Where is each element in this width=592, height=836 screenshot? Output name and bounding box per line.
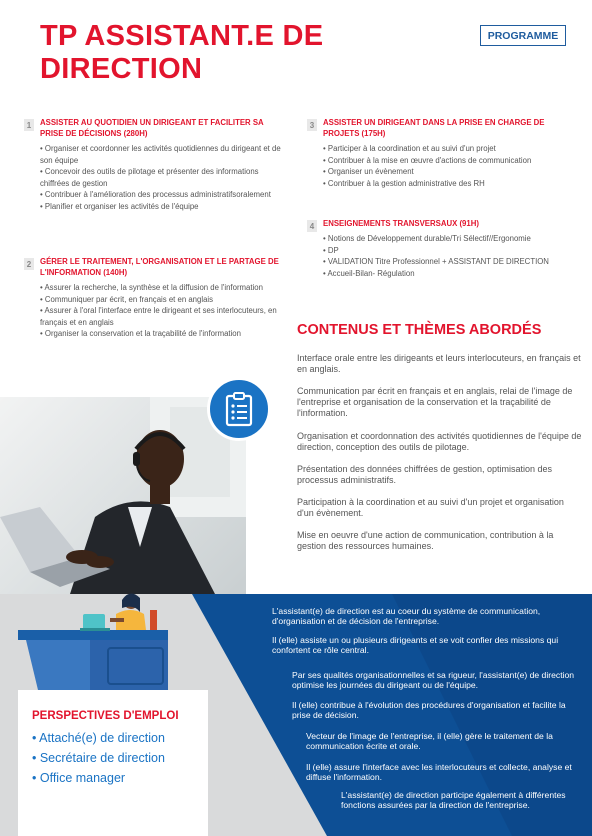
man-with-headset-illustration <box>0 397 246 594</box>
contenus-paragraph: Participation à la coordination et au suivi d'un projet et organisation d'un évènement. <box>297 497 564 518</box>
list-item: • Assurer à l'oral l'interface entre le dirigeant et ses interlocuteurs, en français et en anglais <box>40 306 277 327</box>
list-item: • Secrétaire de direction <box>32 751 165 765</box>
office-photo <box>0 397 246 594</box>
list-item: • Contribuer à la mise en œuvre d'actions de communication <box>323 155 532 165</box>
contenus-title: CONTENUS ET THÈMES ABORDÉS <box>297 322 542 338</box>
list-item: • Organiser et coordonner les activités quotidiennes du dirigeant et de son équipe <box>40 144 281 165</box>
page-title: TP ASSISTANT.E DE DIRECTION <box>40 20 324 85</box>
list-item: • Planifier et organiser les activités de l'équipe <box>40 201 199 211</box>
module-number: 2 <box>24 258 34 270</box>
programme-badge: PROGRAMME <box>480 25 566 46</box>
module-title: ASSISTER AU QUOTIDIEN UN DIRIGEANT ET FACILITER SA PRISE DE DÉCISIONS (280H) <box>40 118 264 138</box>
perspectives-title: PERSPECTIVES D'EMPLOI <box>32 710 179 722</box>
description-paragraph: Il (elle) assiste un ou plusieurs dirigeants et se voit confier des missions qui confortent ce rôle central. <box>272 635 559 656</box>
list-item: • Contribuer à la gestion administrative des RH <box>323 178 485 188</box>
desk-illustration <box>18 590 173 690</box>
module-items <box>40 143 282 213</box>
list-item: • Concevoir des outils de pilotage et présenter des informations chiffrées de gestion <box>40 167 259 188</box>
module-3 <box>307 117 582 189</box>
description-paragraph: L'assistant(e) de direction est au coeur du système de communication, d'organisation et de décision de l'entreprise. <box>272 606 541 627</box>
description-paragraph: Il (elle) contribue à l'évolution des procédures d'organisation et facilite la prise de décision. <box>292 700 566 721</box>
contenus-paragraph: Présentation des données chiffrées de gestion, optimisation des processus administratifs. <box>297 464 552 485</box>
module-2 <box>24 256 282 340</box>
module-title: ENSEIGNEMENTS TRANSVERSAUX (91H) <box>323 219 479 228</box>
list-item: • Attaché(e) de direction <box>32 731 165 745</box>
list-item: • Accueil-Bilan- Régulation <box>323 268 415 278</box>
clipboard-icon <box>207 377 271 441</box>
module-title: ASSISTER UN DIRIGEANT DANS LA PRISE EN CHARGE DE PROJETS (175H) <box>323 118 545 138</box>
list-item: • DP <box>323 245 339 255</box>
module-1 <box>24 117 282 213</box>
description-paragraph: Par ses qualités organisationnelles et sa rigueur, l'assistant(e) de direction optimise les journées du dirigeant ou de l'équipe. <box>292 670 575 691</box>
module-number: 1 <box>24 119 34 131</box>
contenus-paragraph: Communication par écrit en français et en anglais, relai de l'image de l'entreprise et organisation de la conservation et la traçabilité de l'information. <box>297 386 573 418</box>
description-paragraph: Vecteur de l'image de l'entreprise, il (elle) gère le traitement de la communication écrite et orale. <box>306 731 553 752</box>
list-item: • Organiser un évènement <box>323 167 414 177</box>
perspectives-list <box>32 728 165 788</box>
list-item: • Notions de Développement durable/Tri Sélectif//Ergonomie <box>323 234 531 243</box>
module-items <box>40 282 282 340</box>
perspectives-box <box>18 690 208 836</box>
module-number: 4 <box>307 220 317 232</box>
module-items <box>323 233 587 279</box>
module-number: 3 <box>307 119 317 131</box>
module-items <box>323 143 582 189</box>
list-item: • Organiser la conservation et la traçabilité de l'information <box>40 329 241 339</box>
list-item: • Assurer la recherche, la synthèse et la diffusion de l'information <box>40 283 263 292</box>
list-item: • VALIDATION Titre Professionnel + ASSISTANT DE DIRECTION <box>323 257 549 267</box>
list-item: • Participer à la coordination et au suivi d'un projet <box>323 144 496 153</box>
list-item: • Contribuer à l'amélioration des processus administratifsoralement <box>40 190 271 200</box>
list-item: • Communiquer par écrit, en français et en anglais <box>40 294 214 304</box>
description-paragraph: L'assistant(e) de direction participe également à différentes fonctions assurées par la direction de l'entreprise. <box>341 790 566 811</box>
description-paragraph: Il (elle) assure l'interface avec les interlocuteurs et collecte, analyse et diffuse l'information. <box>306 762 572 783</box>
module-4 <box>307 218 587 279</box>
contenus-paragraph: Organisation et coordonnation des activités quotidiennes de l'équipe de direction, conception des outils de pilotage. <box>297 431 582 452</box>
contenus-paragraph: Interface orale entre les dirigeants et leurs interlocuteurs, en français et en anglais. <box>297 353 581 374</box>
module-title: GÉRER LE TRAITEMENT, L'ORGANISATION ET LE PARTAGE DE L'INFORMATION (140H) <box>40 257 279 277</box>
list-item: • Office manager <box>32 771 126 785</box>
contenus-paragraph: Mise en oeuvre d'une action de communication, contribution à la gestion des ressources humaines. <box>297 530 554 551</box>
